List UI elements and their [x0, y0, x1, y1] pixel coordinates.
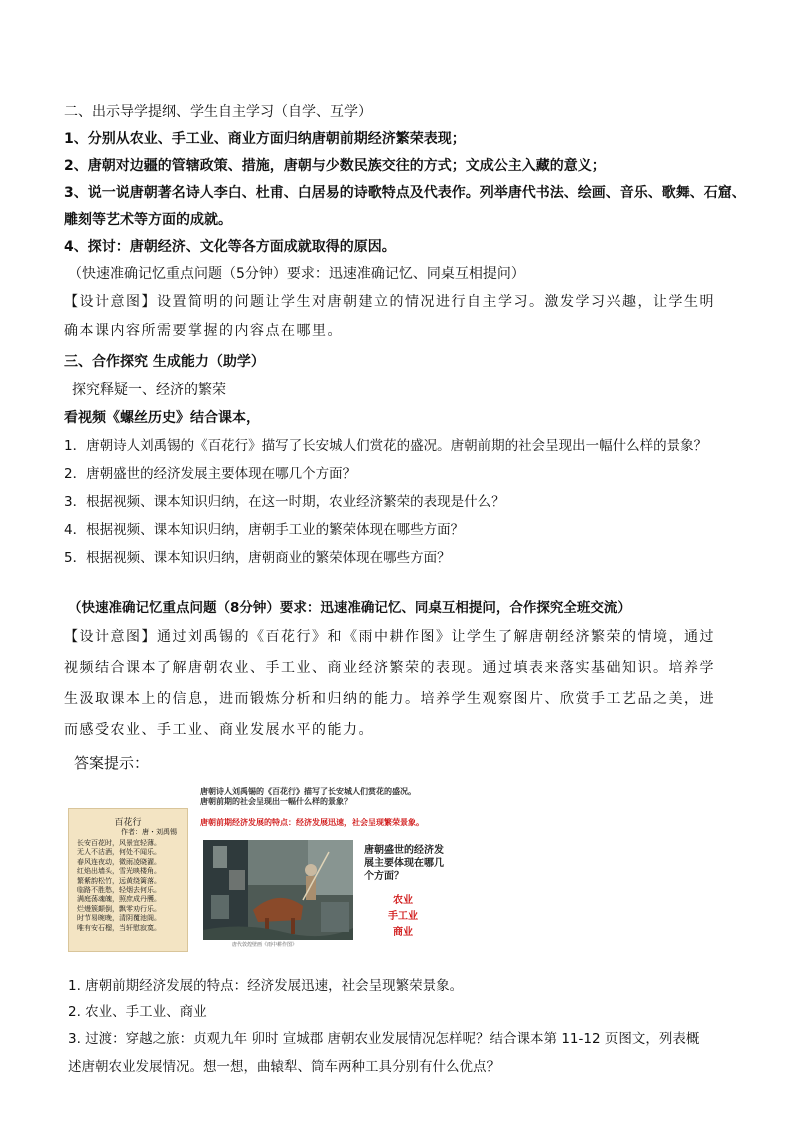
- poem-line: 烂熳簇颠倒，飘零劝行乐。: [77, 904, 161, 913]
- poem-line: 临路不胜愁，轻烟去何乐。: [77, 886, 161, 895]
- poem-line: 繁紫韵松竹，远黄绕篱落。: [77, 876, 161, 885]
- section3-requirement: （快速准确记忆重点问题（8分钟）要求：迅速准确记忆、同桌互相提问，合作探究全班交流）: [68, 600, 631, 616]
- poem-line: 唯有安石榴，当轩慰寂寞。: [77, 923, 161, 932]
- section2-item-2: 2、唐朝对边疆的管辖政策、措施，唐朝与少数民族交往的方式；文成公主入藏的意义；: [64, 158, 606, 174]
- slide-question: 唐朝诗人刘禹锡的《百花行》描写了长安城人们赏花的盛况。唐朝前期的社会呈现出一幅什么样的景象？: [200, 787, 416, 806]
- poem-line: 无人不沽酒，何处不闻乐。: [77, 848, 161, 857]
- section2-item-1: 1、分别从农业、手工业、商业方面归纳唐朝前期经济繁荣表现；: [64, 131, 466, 147]
- poem-card: [68, 808, 188, 952]
- section2-requirement: （快速准确记忆重点问题（5分钟）要求：迅速准确记忆、同桌互相提问）: [68, 266, 525, 282]
- section2-item-3: 3、说一说唐朝著名诗人李白、杜甫、白居易的诗歌特点及代表作。列举唐代书法、绘画、音乐、歌舞、石窟、: [64, 185, 746, 201]
- answer-1: 1. 唐朝前期经济发展的特点：经济发展迅速，社会呈现繁荣景象。: [68, 978, 464, 994]
- question-5: 5．根据视频、课本知识归纳，唐朝商业的繁荣体现在哪些方面？: [64, 550, 451, 566]
- sector-handicraft: 手工业: [388, 911, 418, 922]
- sector-list: [383, 893, 423, 941]
- slide-question-2: 唐朝盛世的经济发展主要体现在哪几个方面？: [364, 845, 444, 882]
- section3-design-4: 而感受农业、手工业、商业发展水平的能力。: [64, 722, 374, 738]
- section3-sub: 探究释疑一、经济的繁荣: [72, 382, 226, 398]
- sector-agriculture: 农业: [393, 895, 413, 906]
- section2-design-intent: 【设计意图】设置简明的问题让学生对唐朝建立的情况进行自主学习。激发学习兴趣，让学生明: [64, 294, 715, 310]
- question-1: 1．唐朝诗人刘禹锡的《百花行》描写了长安城人们赏花的盛况。唐朝前期的社会呈现出一幅什么样的景象？: [64, 438, 708, 454]
- farming-mural-image: [203, 840, 353, 940]
- question-2: 2．唐朝盛世的经济发展主要体现在哪几个方面？: [64, 466, 357, 482]
- poem-author: 作者：唐・刘禹锡: [121, 828, 177, 836]
- answer-3-cont: 述唐朝农业发展情况。想一想，曲辕犁、筒车两种工具分别有什么优点？: [68, 1059, 500, 1075]
- answer-hint: 答案提示：: [74, 754, 150, 772]
- section3-design-1: 【设计意图】通过刘禹锡的《百花行》和《雨中耕作图》让学生了解唐朝经济繁荣的情境，通过: [64, 629, 715, 645]
- answer-3: 3. 过渡：穿越之旅：贞观九年 卯时 宣城郡 唐朝农业发展情况怎样呢？结合课本第 11-12 页图文，列表概: [68, 1031, 700, 1047]
- section3-design-2: 视频结合课本了解唐朝农业、手工业、商业经济繁荣的表现。通过填表来落实基础知识。培养学: [64, 660, 715, 676]
- slide-answer: 唐朝前期经济发展的特点：经济发展迅速，社会呈现繁荣景象。: [200, 818, 424, 827]
- question-4: 4．根据视频、课本知识归纳，唐朝手工业的繁荣体现在哪些方面？: [64, 522, 465, 538]
- section3-heading: 三、合作探究 生成能力（助学）: [64, 354, 265, 370]
- poem-title: 百花行: [114, 818, 142, 828]
- poem-line: 满庭荡魂魄，照庶成丹雘。: [77, 895, 161, 904]
- poem-lines: [77, 839, 161, 933]
- section3-video: 看视频《螺丝历史》结合课本，: [64, 410, 260, 426]
- painting-caption: 唐代敦煌壁画《雨中耕作图》: [232, 942, 298, 948]
- question-3: 3．根据视频、课本知识归纳，在这一时期，农业经济繁荣的表现是什么？: [64, 494, 505, 510]
- section2-item-3-cont: 雕刻等艺术等方面的成就。: [64, 212, 232, 228]
- section2-heading: 二、出示导学提纲、学生自主学习（自学、互学）: [64, 104, 372, 120]
- poem-line: 春风连夜动，微雨凌晓濯。: [77, 857, 161, 866]
- section3-design-3: 生汲取课本上的信息，进而锻炼分析和归纳的能力。培养学生观察图片、欣赏手工艺品之美，进: [64, 691, 715, 707]
- sector-commerce: 商业: [393, 927, 413, 938]
- section2-item-4: 4、探讨：唐朝经济、文化等各方面成就取得的原因。: [64, 239, 396, 255]
- answer-2: 2. 农业、手工业、商业: [68, 1004, 207, 1020]
- poem-line: 时节易晼晚，清阴覆池阁。: [77, 914, 161, 923]
- section2-design-intent-cont: 确本课内容所需要掌握的内容点在哪里。: [64, 323, 343, 339]
- poem-line: 长安百花时，风景宜轻薄。: [77, 839, 161, 847]
- poem-line: 红焰出墙头，雪光映楼角。: [77, 867, 161, 876]
